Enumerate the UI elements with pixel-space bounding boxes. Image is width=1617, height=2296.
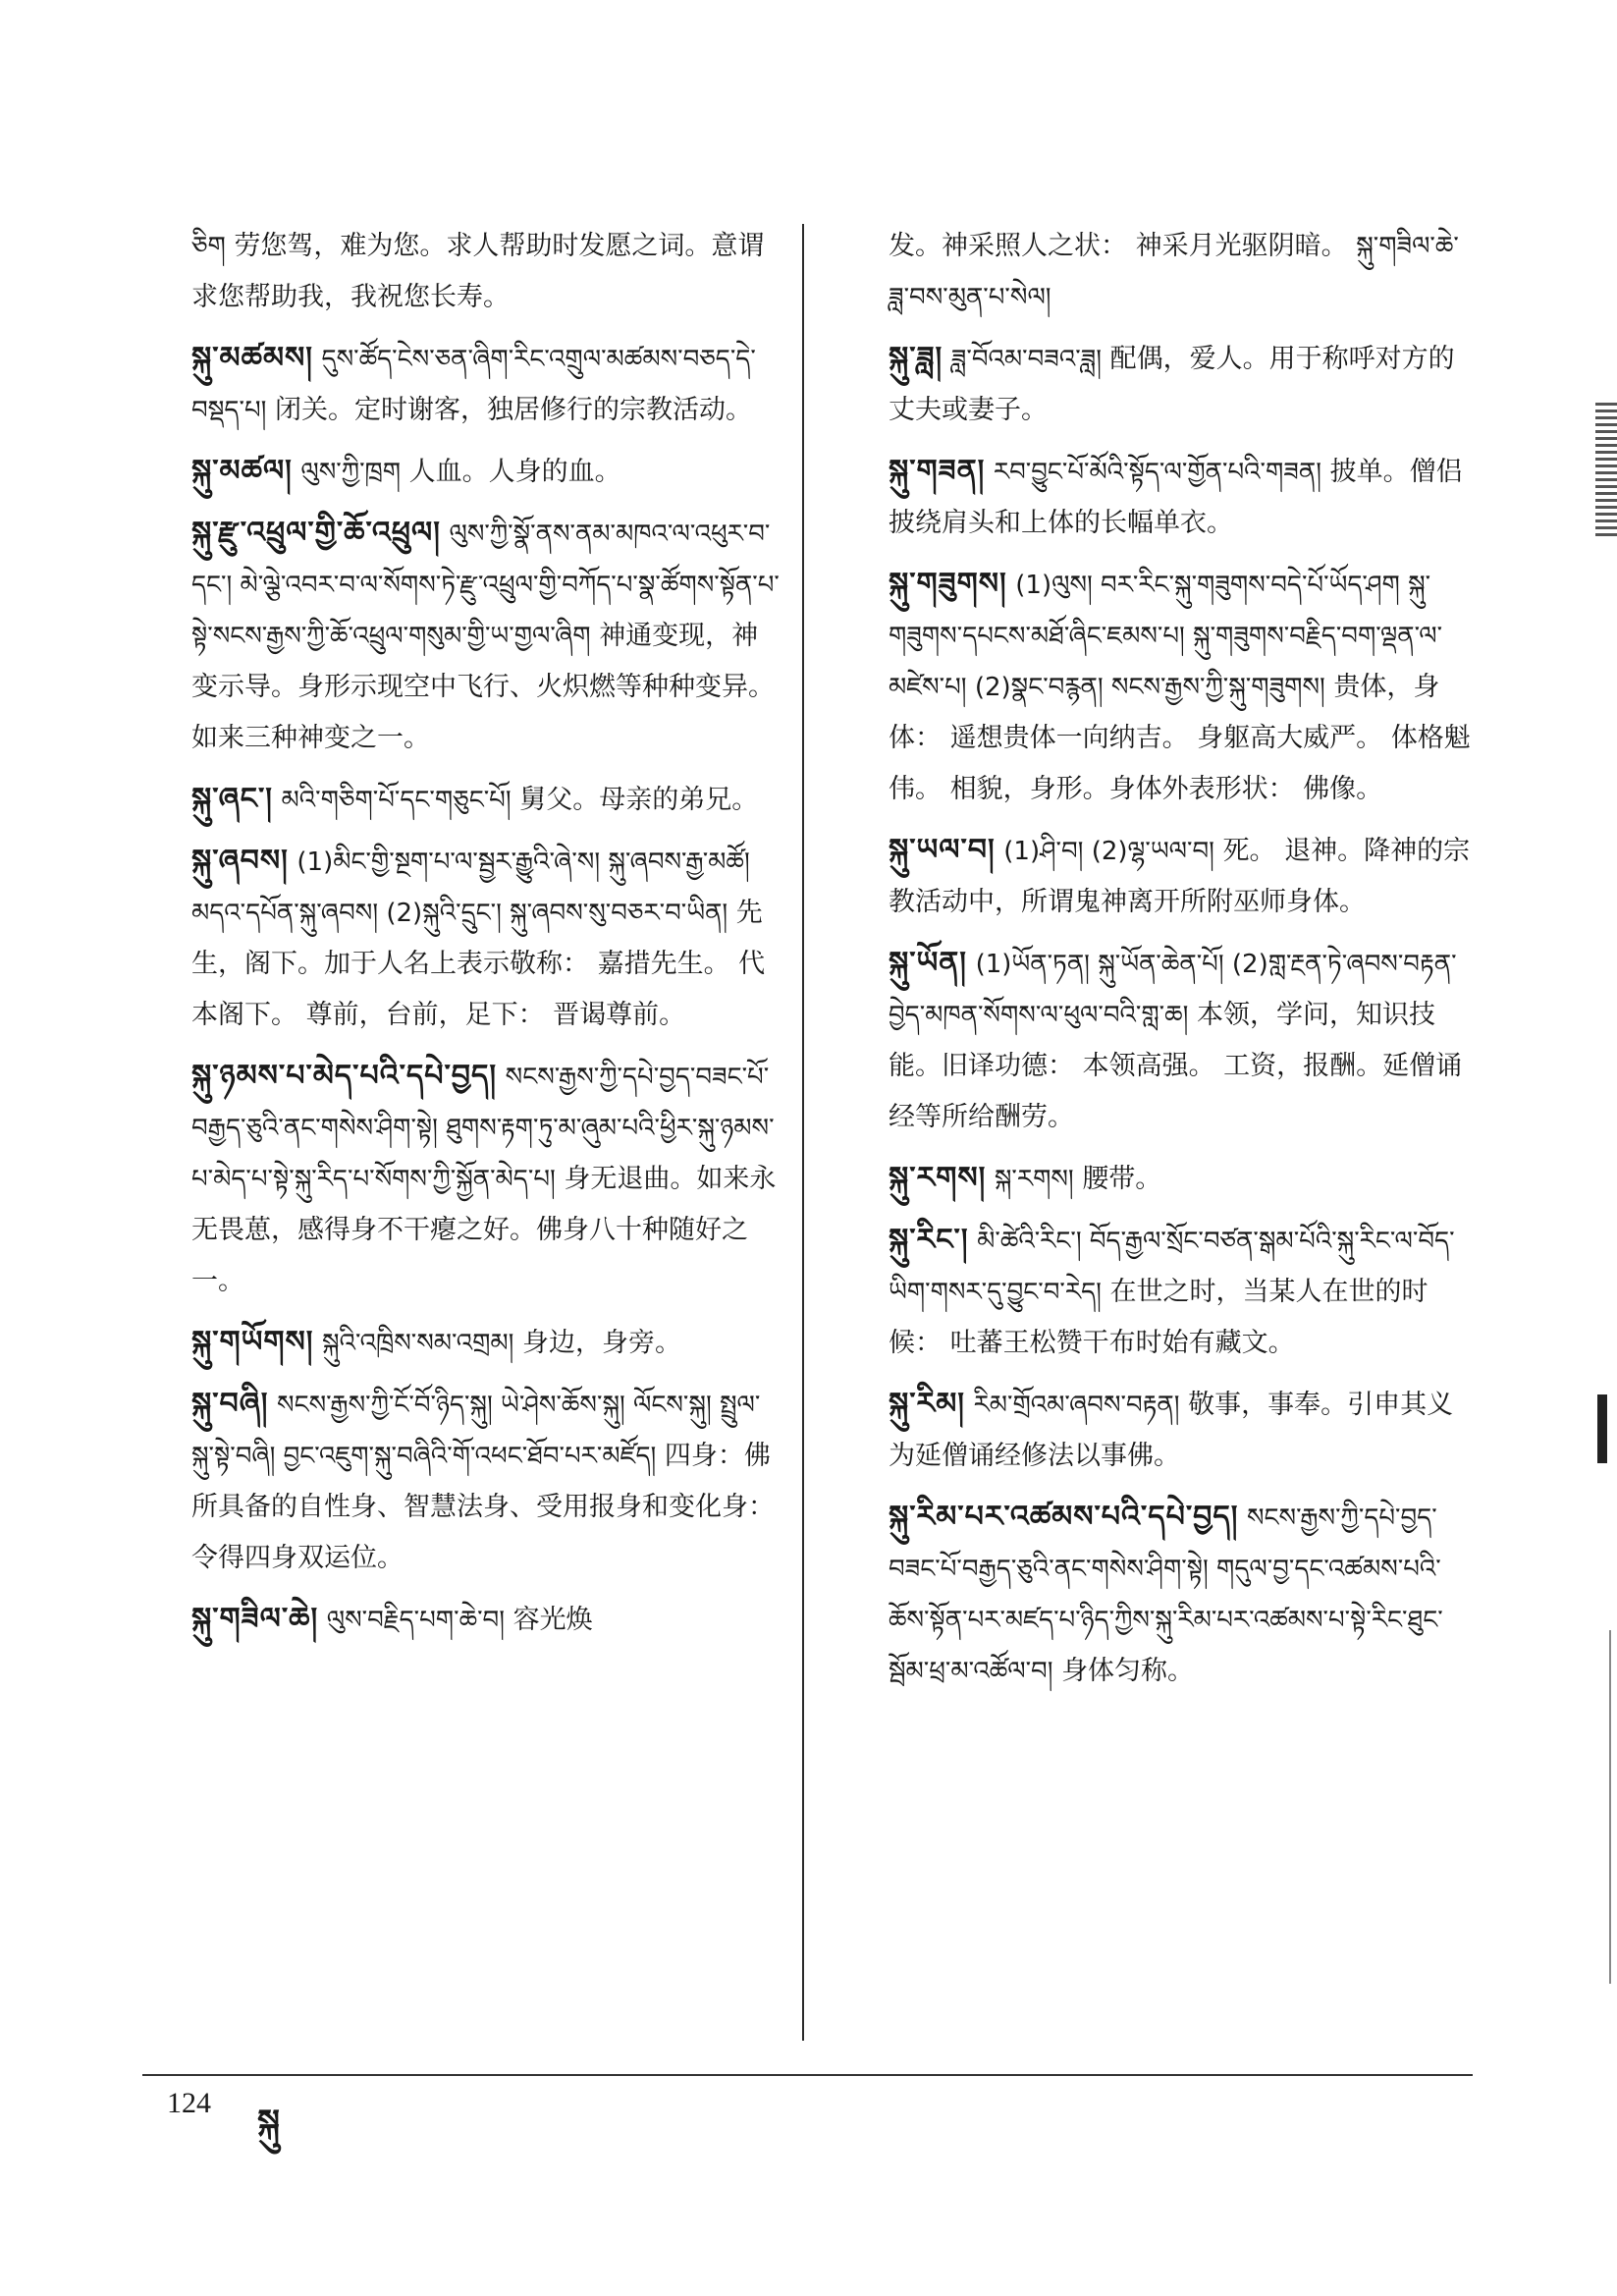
entry (191, 333, 781, 436)
entry-tibetan: (1)ཡོན་ཏན། སྐུ་ཡོན་ཆེན་པོ། (2)གླ་རྔན་ཏེ་ཞབས་བརྟན་བྱེད་མཁན་སོགས་ལ་ཕུལ་བའི་གླ་ཆ། (889, 950, 1457, 1030)
entry-headword: སྐུ་ཞབས། (191, 844, 289, 878)
entry-tibetan: མི་ཚེའི་རིང་། བོད་རྒྱལ་སྲོང་བཙན་སྒམ་པོའི་སྐུ་རིང་ལ་བོད་ཡིག་གསར་དུ་བྱུང་བ་རེད། (889, 1227, 1455, 1307)
left-column (191, 221, 781, 1656)
entry-headword: སྐུ་ཟླ། (889, 341, 943, 375)
entry-gloss: 神通变现，神变示导。身形示现空中飞行、火炽燃等种种变异。如来三种神变之一。 (191, 621, 775, 753)
entry (191, 1051, 781, 1307)
footer-rule (142, 2074, 1473, 2076)
entry-tibetan: སངས་རྒྱས་ཀྱི་ངོ་བོ་ཉིད་སྐུ། ཡེ་ཤེས་ཆོས་སྐུ། ལོངས་སྐུ། སྤྲུལ་སྐུ་སྟེ་བཞི། བྱང་འཇུག་སྐུ་བཞིའི་གོ་འཕང་ཐོབ་པར་མཛོད། (191, 1391, 761, 1471)
entry-gloss: 披单。僧侣披绕肩头和上体的长幅单衣。 (889, 457, 1463, 538)
entry-headword: སྐུ་རིང་། (889, 1223, 969, 1257)
entry-gloss: 贵体，身体： 遥想贵体一向纳吉。 身躯高大威严。 体格魁伟。 相貌，身形。身体外表形状： 佛像。 (889, 672, 1471, 804)
entry-gloss: 四身：佛所具备的自性身、智慧法身、受用报身和变化身： 令得四身双运位。 (191, 1441, 775, 1573)
entry-tibetan: རིམ་གྲོའམ་ཞབས་བརྟན། (973, 1391, 1180, 1420)
entry-gloss: 身无退曲。如来永无畏葸，感得身不干瘪之好。佛身八十种随好之一。 (191, 1164, 777, 1296)
entry (889, 221, 1478, 323)
page-edge-line (1609, 1630, 1611, 1984)
page-number: 124 (167, 2087, 211, 2119)
entry-tibetan: (1)ལུས། བར་རིང་སྐུ་གཟུགས་བདེ་པོ་ཡོད་ཤག སྐུ་གཟུགས་དཔངས་མཐོ་ཞིང་ཇམས་པ། སྐུ་གཟུགས་བརྗིད་བག་ལྡན་ལ་མཛེས་པ། (2)སྣང་བརྙན། སངས་རྒྱས་ཀྱི་སྐུ་གཟུགས། (889, 571, 1443, 702)
entry (889, 446, 1478, 549)
entry (191, 446, 781, 498)
running-head: སྐུ (257, 2103, 280, 2142)
entry-headword: སྐུ་མཚལ། (191, 454, 293, 488)
entry-tibetan: ལུས་བརྗིད་པག་ཆེ་བ། (326, 1606, 505, 1635)
entry-headword: སྐུ་གཟིལ་ཆེ། (191, 1602, 319, 1636)
entry-gloss: 敬事，事奉。引申其义为延僧诵经修法以事佛。 (889, 1390, 1454, 1471)
entry-headword: སྐུ་རིམ་པར་འཚམས་པའི་དཔེ་བྱད། (889, 1500, 1239, 1534)
entry-headword: སྐུ་གཟན། (889, 454, 986, 488)
entry-headword: སྐུ་རྫུ་འཕྲུལ་གྱི་ཆོ་འཕྲུལ། (191, 516, 441, 550)
entry-tibetan: དུས་ཚོད་ངེས་ཅན་ཞིག་རིང་འགྲུལ་མཚམས་བཅད་དེ་བསྡད་པ། (191, 345, 756, 425)
entry-gloss: 身体匀称。 (1061, 1656, 1195, 1686)
entry-headword: སྐུ་ཡལ་བ། (889, 833, 996, 867)
entry-tibetan: ལུས་ཀྱི་ཁྲག (300, 458, 402, 487)
entry-gloss: 配偶，爱人。用于称呼对方的丈夫或妻子。 (889, 344, 1455, 425)
entry-gloss: 死。 退神。降神的宗教活动中，所谓鬼神离开所附巫师身体。 (889, 836, 1471, 917)
entry-tibetan: སྐ་རགས། (994, 1165, 1074, 1194)
entry (191, 508, 781, 764)
entry-tibetan: ཅིག (191, 232, 226, 261)
entry-gloss: 本领，学问，知识技能。旧译功德： 本领高强。 工资，报酬。延僧诵经等所给酬劳。 (889, 1000, 1463, 1132)
entry-tibetan: རབ་བྱུང་པོ་མོའི་སྟོད་ལ་གྱོན་པའི་གཟན། (993, 458, 1321, 487)
entry-headword: སྐུ་རགས། (889, 1161, 987, 1195)
entry-headword: སྐུ་རིམ། (889, 1387, 965, 1421)
entry-headword: སྐུ་བཞི། (191, 1387, 269, 1421)
entry (191, 774, 781, 826)
entry (191, 1379, 781, 1584)
entry-gloss: 闭关。定时谢客，独居修行的宗教活动。 (274, 395, 752, 425)
entry-gloss: 人血。人身的血。 (408, 457, 621, 487)
entry-gloss: 身边，身旁。 (522, 1328, 682, 1358)
entry-headword: སྐུ་མཚམས། (191, 341, 313, 375)
entry-headword: སྐུ་ཉམས་པ་མེད་པའི་དཔེ་བྱད། (191, 1059, 498, 1093)
entry-tibetan: སངས་རྒྱས་ཀྱི་དཔེ་བྱད་བཟང་པོ་བརྒྱད་ཅུའི་ནང་གསེས་ཤིག་སྟེ། ཐུགས་རྟག་ཏུ་མ་ཞུམ་པའི་ཕྱིར་སྐུ་ཉམས་པ་མེད་པ་སྟེ་སྐུ་རིད་པ་སོགས་ཀྱི་སྐྱོན་མེད་པ། (191, 1063, 775, 1194)
right-column (889, 221, 1478, 1707)
entry (191, 1594, 781, 1646)
thumb-index-bar (1597, 1394, 1607, 1463)
entry (889, 1153, 1478, 1205)
entry (889, 938, 1478, 1143)
entry-tibetan: (1)མིང་གྱི་སྔག་པ་ལ་སྦྱར་རྒྱུའི་ཞེ་ས། སྐུ་ཞབས་རྒྱ་མཚོ། མདའ་དཔོན་སྐུ་ཞབས། (2)སྐུའི་དྲུང་། སྐུ་ཞབས་སུ་བཅར་བ་ཡིན། (191, 847, 750, 928)
entry-headword: སྐུ་ཞང་། (191, 782, 273, 816)
entry-tibetan: སྐུའི་འཁྲིས་སམ་འགྲམ། (322, 1329, 514, 1358)
entry-gloss: 劳您驾，难为您。求人帮助时发愿之词。意谓求您帮助我，我祝您长寿。 (191, 231, 765, 312)
entry-tibetan: མའི་གཅིག་པོ་དང་གཅུང་པོ། (281, 786, 512, 815)
entry-gloss: 发。神采照人之状： 神采月光驱阴暗。 (889, 231, 1348, 261)
entry-tibetan: (1)ཤི་བ། (2)ལྷ་ཡལ་བ། (1003, 837, 1214, 866)
entry-gloss: 腰带。 (1082, 1164, 1162, 1194)
entry (191, 836, 781, 1041)
entry (889, 1215, 1478, 1369)
entry-tibetan: ཟླ་བོའམ་བཟའ་ཟླ། (950, 345, 1102, 374)
entry-headword: སྐུ་ཡོན། (889, 946, 967, 980)
entry (889, 559, 1478, 815)
entry-tibetan: སངས་རྒྱས་ཀྱི་དཔེ་བྱད་བཟང་པོ་བརྒྱད་ཅུའི་ནང་གསེས་ཤིག་སྟེ། གདུལ་བྱ་དང་འཚམས་པའི་ཆོས་སྟོན་པར་མཛད་པ་ཉིད་ཀྱིས་སྐུ་རིམ་པར་འཚམས་པ་སྟེ་རིང་ཐུང་སྦོམ་ཕྲ་མ་འཚོལ་བ། (889, 1503, 1443, 1686)
entry (889, 333, 1478, 436)
column-divider (802, 224, 804, 2041)
entry (889, 825, 1478, 928)
entry-headword: སྐུ་གཡོགས། (191, 1325, 314, 1359)
entry (191, 221, 781, 323)
entry (889, 1379, 1478, 1482)
entry (889, 1492, 1478, 1697)
entry-gloss: 先生，阁下。加于人名上表示敬称： 嘉措先生。 代本阁下。 尊前，台前，足下： 晋谒尊前。 (191, 898, 766, 1030)
entry-gloss: 在世之时，当某人在世的时候： 吐蕃王松赞干布时始有藏文。 (889, 1277, 1428, 1358)
entry-tibetan: ལུས་ཀྱི་སྣོ་ནས་ནམ་མཁའ་ལ་འཕུར་བ་དང་། མེ་ལྕེ་འབར་བ་ལ་སོགས་ཏེ་རྫུ་འཕྲུལ་གྱི་བཀོད་པ་སྣ་ཚོགས་སྟོན་པ་སྟེ་སངས་རྒྱས་ཀྱི་ཆོ་འཕྲུལ་གསུམ་གྱི་ཡ་གྱལ་ཞིག (191, 519, 780, 651)
entry-gloss: 舅父。母亲的弟兄。 (519, 785, 759, 815)
entry-gloss: 容光焕 (512, 1605, 593, 1635)
thumb-index-marks (1595, 403, 1617, 540)
entry (191, 1317, 781, 1369)
entry-headword: སྐུ་གཟུགས། (889, 567, 1007, 601)
entry-tibetan: སྐུ་གཟིལ་ཆེ་ཟླ་བས་མུན་པ་སེལ། (889, 232, 1459, 312)
